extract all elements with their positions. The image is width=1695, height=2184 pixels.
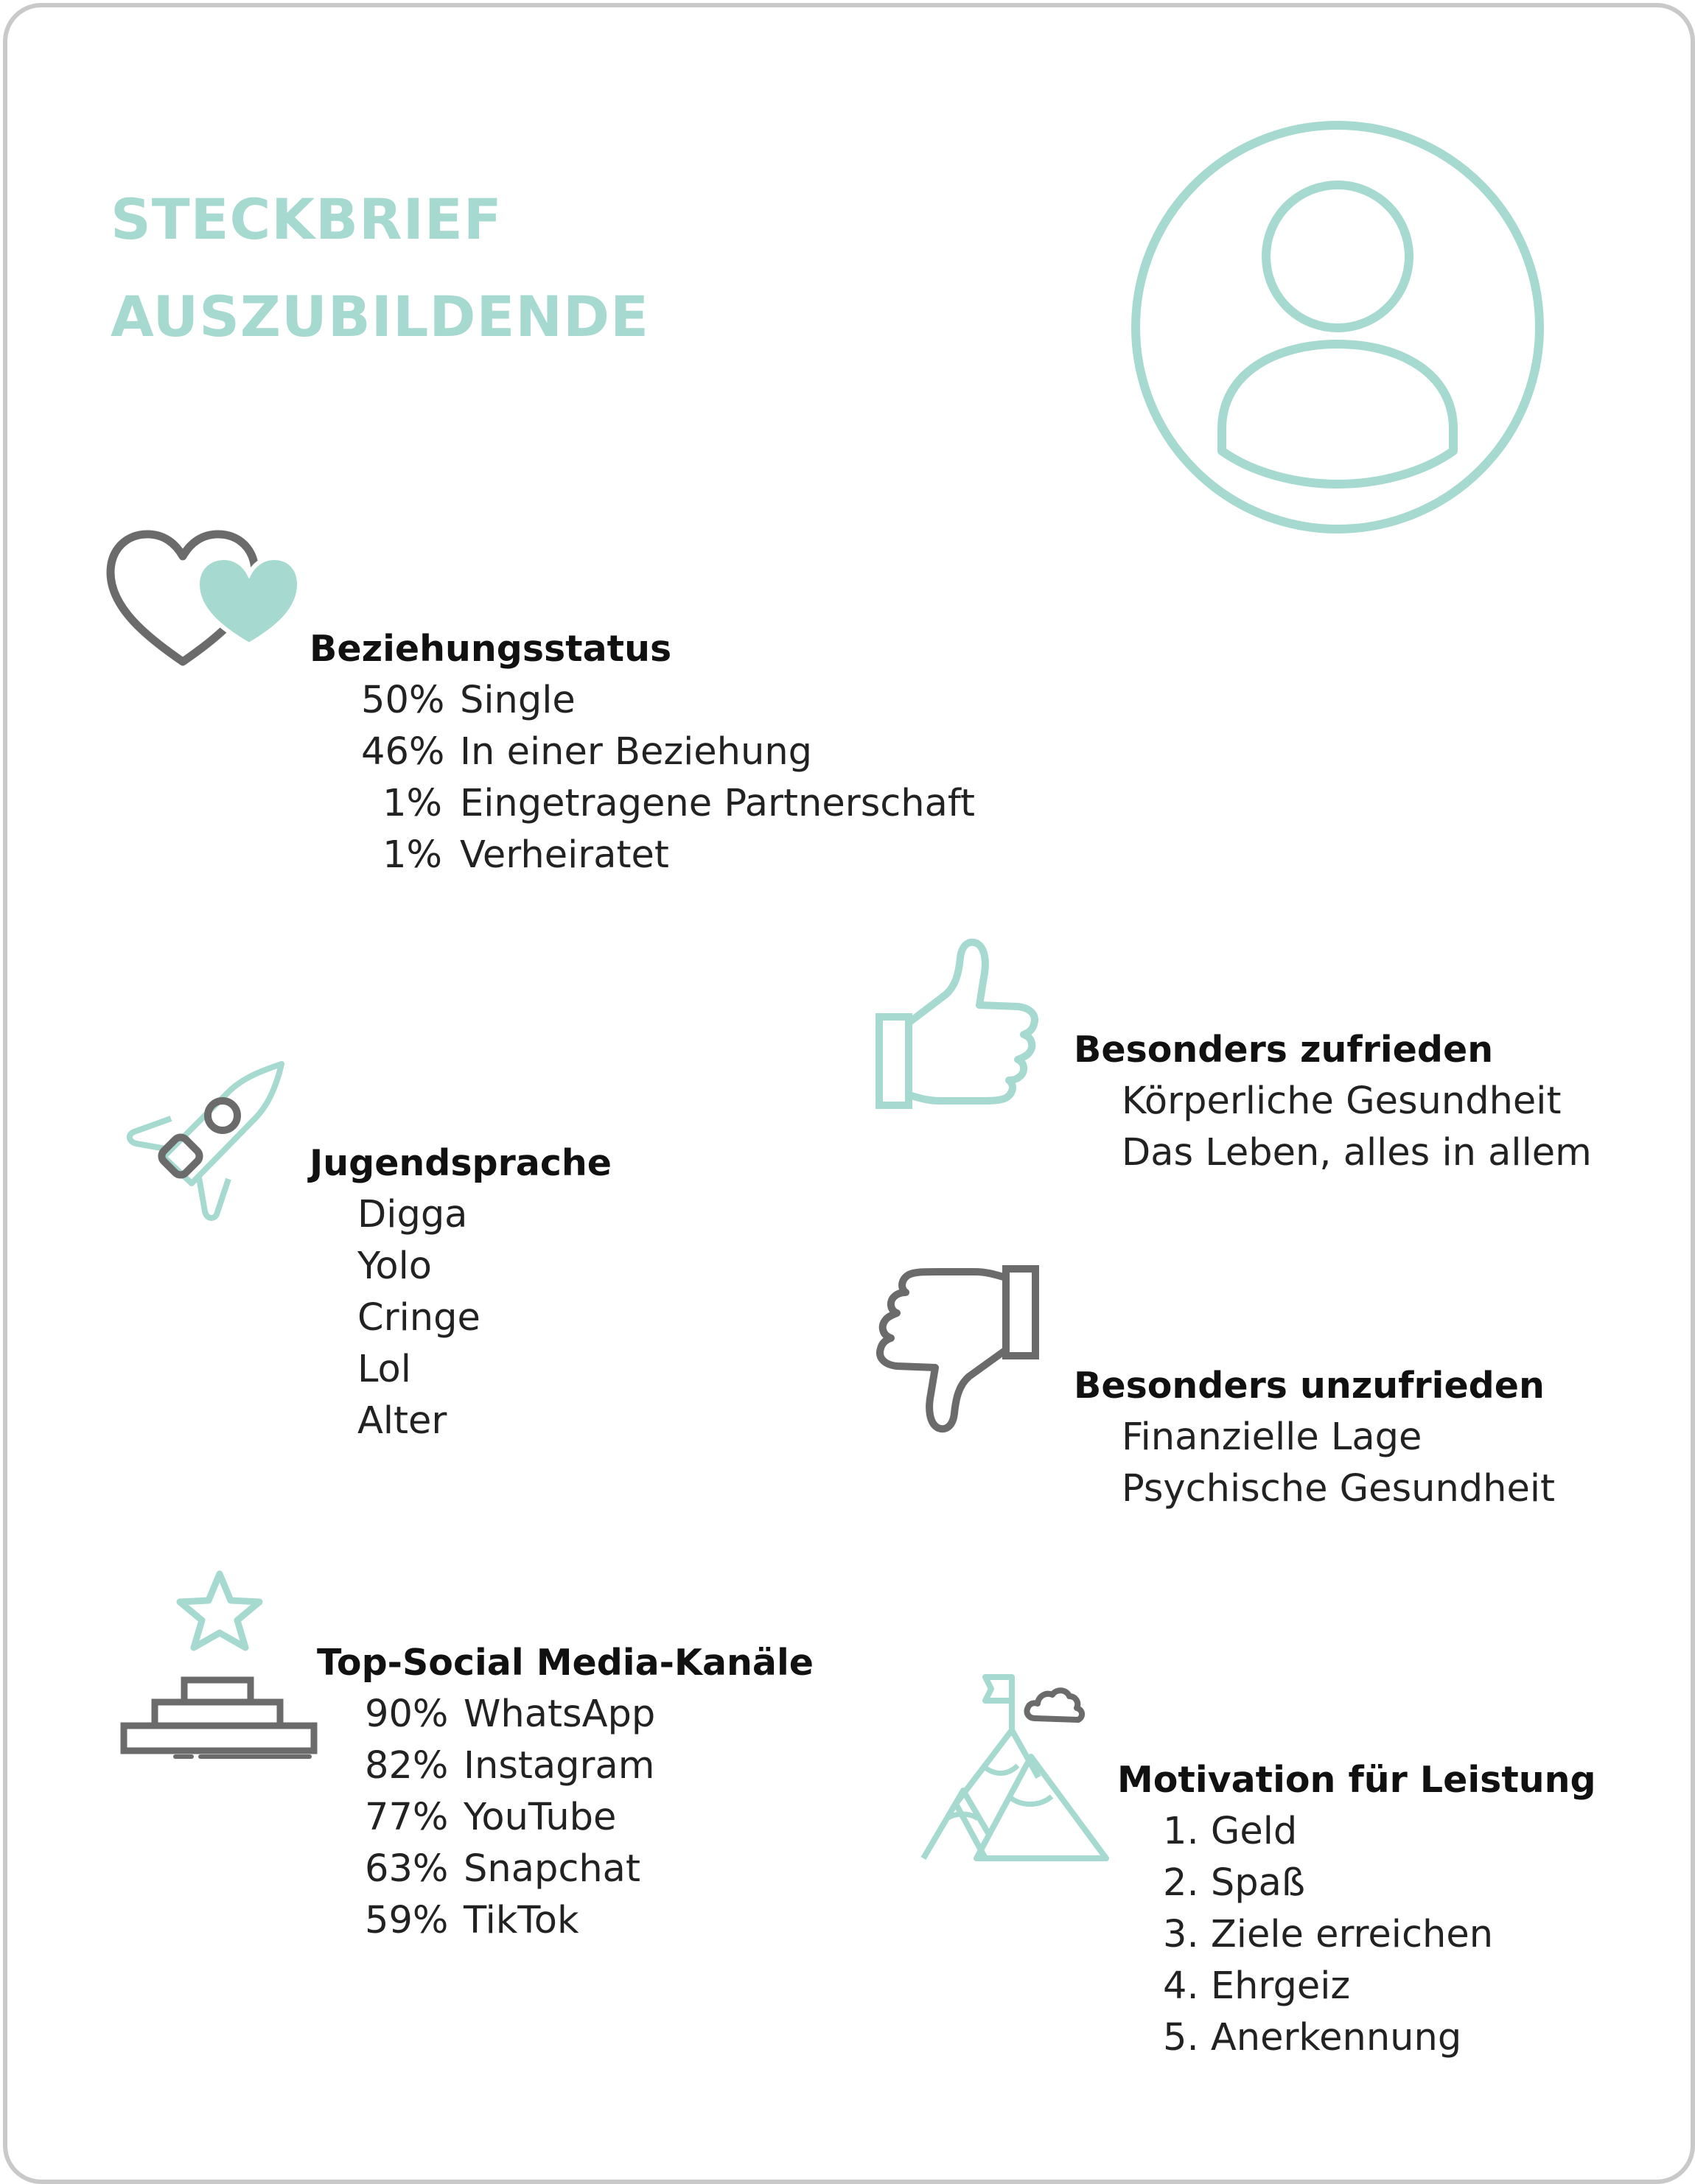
unzufrieden-list <box>1122 1412 1555 1515</box>
social-media-heading: Top-Social Media-Kanäle <box>317 1642 814 1684</box>
hearts-icon <box>103 527 302 667</box>
list-item: Digga <box>357 1193 468 1236</box>
label: Verheiratet <box>460 833 669 877</box>
unzufrieden-heading: Besonders unzufrieden <box>1074 1365 1545 1407</box>
thumbs-down-icon <box>873 1260 1043 1437</box>
percentage: 46% <box>361 730 445 774</box>
percentage: 77% <box>365 1796 449 1839</box>
list-item <box>365 1740 814 1792</box>
jugendsprache-list <box>357 1189 612 1447</box>
unzufrieden-section <box>1074 1360 1555 1515</box>
zufrieden-list <box>1122 1076 1592 1179</box>
label: Single <box>460 679 576 722</box>
list-item: 2. Spaß <box>1163 1861 1305 1905</box>
percentage: 59% <box>365 1899 449 1942</box>
label: YouTube <box>464 1796 617 1839</box>
mountain-flag-icon <box>918 1667 1116 1866</box>
rocket-icon <box>118 1054 295 1231</box>
list-item: Körperliche Gesundheit <box>1122 1079 1562 1123</box>
label: Instagram <box>464 1744 655 1788</box>
list-item: Cringe <box>357 1296 480 1340</box>
podium-star-icon <box>118 1568 324 1767</box>
list-item <box>361 778 975 830</box>
list-item: 4. Ehrgeiz <box>1163 1964 1351 2008</box>
list-item: Alter <box>357 1399 447 1443</box>
list-item: Yolo <box>357 1245 432 1288</box>
label: In einer Beziehung <box>460 730 813 774</box>
list-item <box>365 1689 814 1740</box>
jugendsprache-section <box>310 1138 612 1447</box>
percentage: 63% <box>365 1847 449 1891</box>
beziehungsstatus-list <box>361 675 975 881</box>
title-line-1: STECKBRIEF <box>111 186 503 252</box>
title-line-2: AUSZUBILDENDE <box>111 284 649 349</box>
motivation-list <box>1163 1806 1596 2064</box>
page-title <box>111 171 649 365</box>
beziehungsstatus-heading: Beziehungsstatus <box>310 628 672 670</box>
percentage: 1% <box>382 833 442 877</box>
list-item: Das Leben, alles in allem <box>1122 1131 1592 1175</box>
percentage: 50% <box>361 679 445 722</box>
jugendsprache-heading: Jugendsprache <box>310 1142 612 1184</box>
percentage: 1% <box>382 782 442 825</box>
list-item: 1. Geld <box>1163 1810 1298 1853</box>
list-item: 3. Ziele erreichen <box>1163 1913 1494 1956</box>
zufrieden-heading: Besonders zufrieden <box>1074 1029 1494 1071</box>
label: Snapchat <box>464 1847 640 1891</box>
social-media-list <box>365 1689 814 1947</box>
list-item: Lol <box>357 1348 411 1391</box>
list-item: 5. Anerkennung <box>1163 2016 1462 2059</box>
thumbs-up-icon <box>873 936 1043 1113</box>
list-item <box>365 1792 814 1844</box>
label: WhatsApp <box>464 1693 656 1736</box>
list-item <box>361 675 975 727</box>
beziehungsstatus-section <box>310 623 975 881</box>
social-media-section <box>317 1637 814 1947</box>
label: Eingetragene Partnerschaft <box>460 782 975 825</box>
percentage: 90% <box>365 1693 449 1736</box>
list-item <box>361 727 975 778</box>
list-item: Finanzielle Lage <box>1122 1415 1422 1459</box>
motivation-heading: Motivation für Leistung <box>1117 1759 1596 1801</box>
list-item <box>361 830 975 881</box>
list-item: Psychische Gesundheit <box>1122 1467 1556 1511</box>
label: TikTok <box>464 1899 579 1942</box>
list-item <box>365 1895 814 1947</box>
list-item <box>365 1844 814 1895</box>
percentage: 82% <box>365 1744 449 1788</box>
motivation-section <box>1117 1754 1596 2064</box>
zufrieden-section <box>1074 1024 1592 1179</box>
user-avatar-icon <box>1128 119 1548 539</box>
